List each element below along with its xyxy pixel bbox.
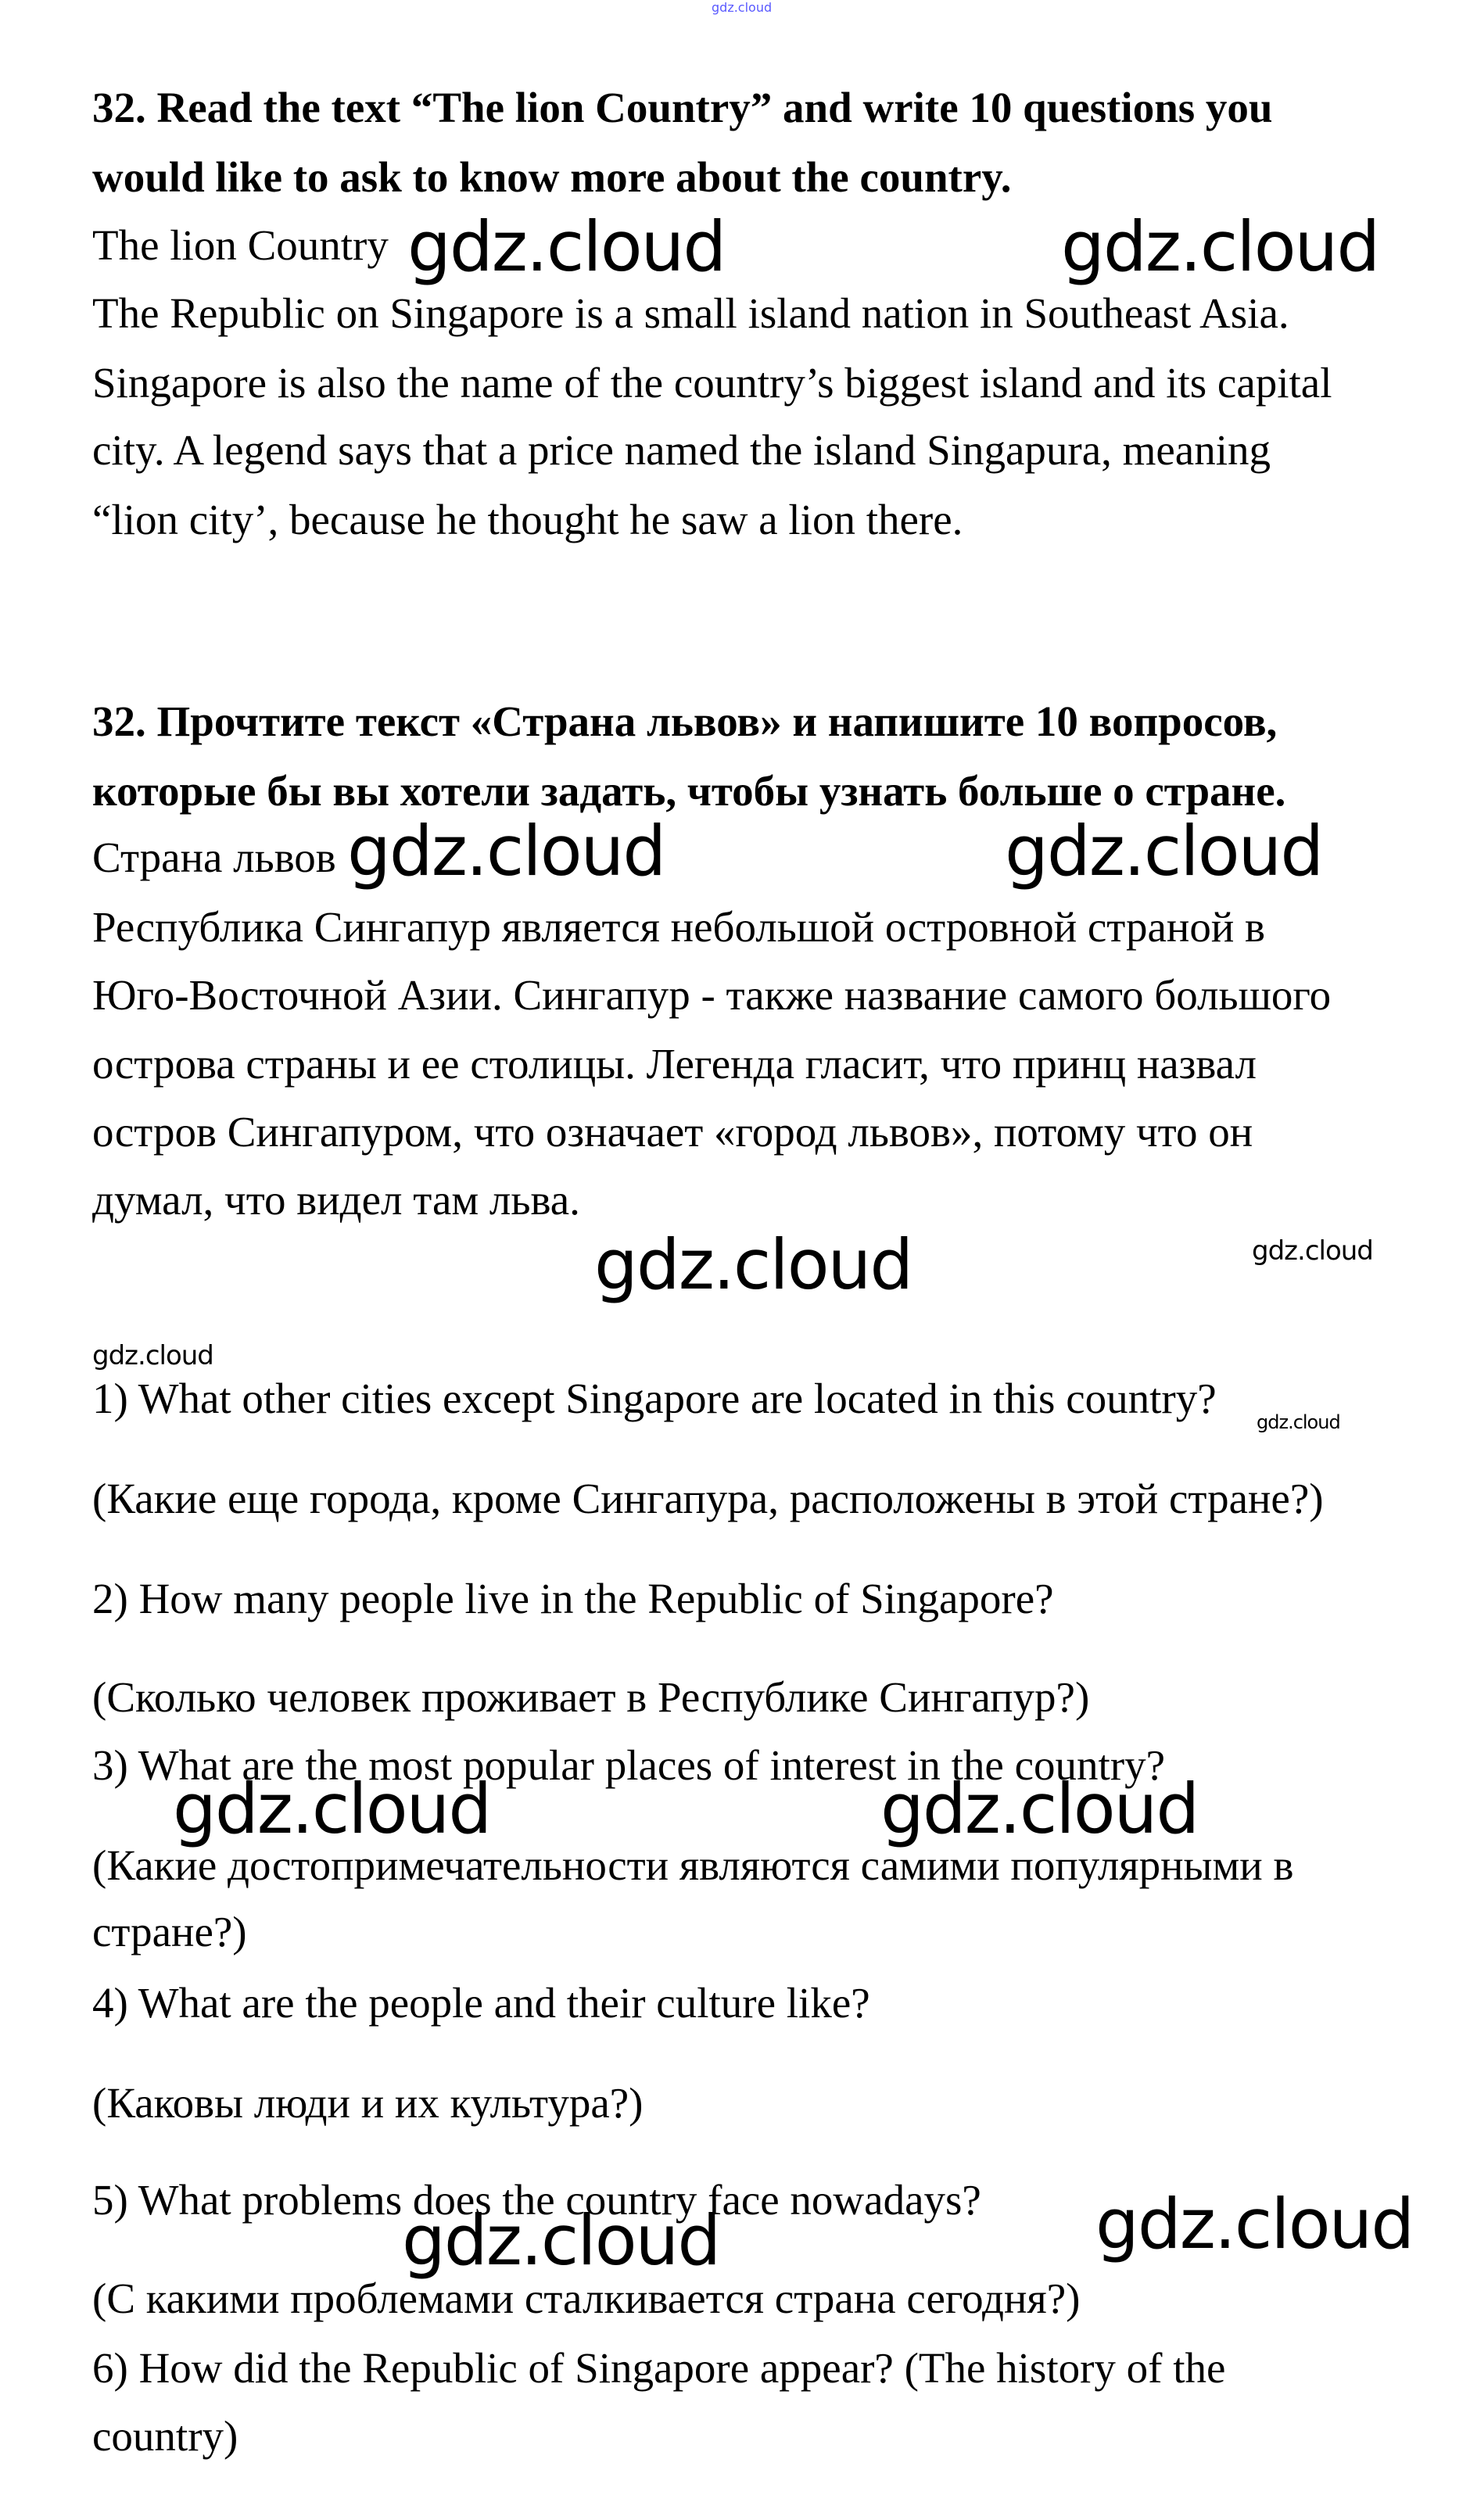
watermark: gdz.cloud bbox=[880, 1769, 1199, 1849]
text-body-en: Singapore is also the name of the country’s biggest island and its capital bbox=[92, 359, 1332, 407]
text-body-en: city. A legend says that a price named the island Singapura, meaning bbox=[92, 426, 1271, 474]
question-en: 5) What problems does the country face nowadays? bbox=[92, 2176, 981, 2224]
task-heading-en: would like to ask to know more about the country. bbox=[92, 153, 1012, 201]
watermark: gdz.cloud bbox=[347, 811, 665, 891]
question-ru: (Сколько человек проживает в Республике Сингапур?) bbox=[92, 1673, 1090, 1721]
question-ru: (Каковы люди и их культура?) bbox=[92, 2079, 644, 2127]
question-ru: (Какие достопримечательности являются самими популярными в bbox=[92, 1841, 1294, 1889]
question-en: 3) What are the most popular places of interest in the country? bbox=[92, 1741, 1165, 1789]
text-body-ru: Республика Сингапур является небольшой островной страной в bbox=[92, 903, 1266, 951]
task-heading-ru: 32. Прочтите текст «Страна львов» и напишите 10 вопросов, bbox=[92, 697, 1278, 745]
watermark: gdz.cloud bbox=[407, 206, 726, 287]
task-heading-ru: которые бы вы хотели задать, чтобы узнать больше о стране. bbox=[92, 767, 1286, 815]
watermark: gdz.cloud bbox=[92, 1340, 213, 1371]
watermark: gdz.cloud bbox=[1252, 1235, 1373, 1267]
text-body-en: “lion city’, because he thought he saw a lion there. bbox=[92, 496, 963, 543]
question-ru: (С какими проблемами сталкивается страна сегодня?) bbox=[92, 2274, 1081, 2322]
task-heading-en: 32. Read the text “The lion Country” and write 10 questions you bbox=[92, 84, 1273, 131]
watermark: gdz.cloud bbox=[594, 1224, 912, 1305]
question-en: country) bbox=[92, 2412, 238, 2460]
watermark: gdz.cloud bbox=[1061, 206, 1379, 287]
question-en: 4) What are the people and their culture like? bbox=[92, 1979, 870, 2027]
text-body-ru: Юго-Восточной Азии. Сингапур - также название самого большого bbox=[92, 971, 1332, 1019]
question-en: 2) How many people live in the Republic of Singapore? bbox=[92, 1575, 1054, 1622]
watermark: gdz.cloud bbox=[712, 0, 773, 15]
watermark: gdz.cloud bbox=[173, 1769, 491, 1849]
text-body-ru: острова страны и ее столицы. Легенда гласит, что принц назвал bbox=[92, 1040, 1257, 1088]
question-ru: стране?) bbox=[92, 1908, 247, 1955]
question-ru: (Какие еще города, кроме Сингапура, расположены в этой стране?) bbox=[92, 1475, 1324, 1522]
watermark: gdz.cloud bbox=[1005, 811, 1323, 891]
text-title-ru: Страна львов bbox=[92, 833, 336, 881]
text-title-en: The lion Country bbox=[92, 221, 389, 269]
text-body-ru: думал, что видел там льва. bbox=[92, 1176, 580, 1224]
question-en: 6) How did the Republic of Singapore appear? (The history of the bbox=[92, 2344, 1226, 2392]
watermark: gdz.cloud bbox=[1257, 1411, 1340, 1433]
watermark: gdz.cloud bbox=[1095, 2184, 1414, 2264]
watermark: gdz.cloud bbox=[402, 2200, 720, 2281]
text-body-ru: остров Сингапуром, что означает «город львов», потому что он bbox=[92, 1108, 1253, 1156]
question-en: 1) What other cities except Singapore are located in this country? bbox=[92, 1375, 1217, 1422]
text-body-en: The Republic on Singapore is a small island nation in Southeast Asia. bbox=[92, 289, 1289, 337]
